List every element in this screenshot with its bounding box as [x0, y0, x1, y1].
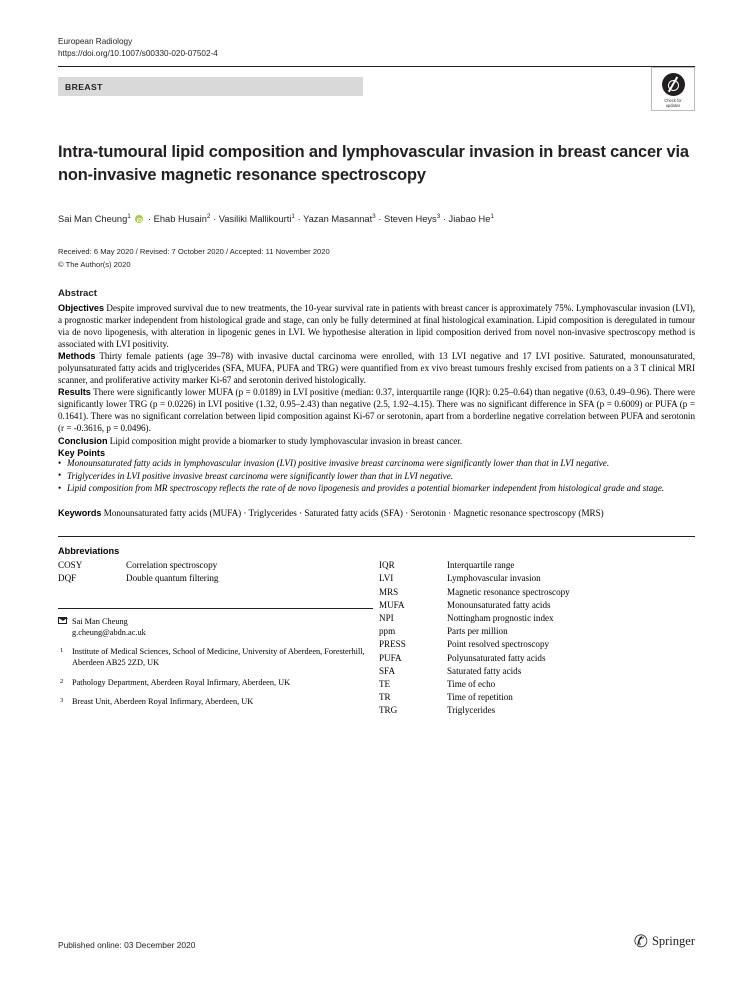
section-tag-breast: BREAST — [58, 77, 363, 96]
affiliation-text: Breast Unit, Aberdeen Royal Infirmary, Aberdeen, UK — [72, 697, 254, 707]
springer-glyph-icon: ✆ — [633, 932, 648, 951]
abstract-conclusion-text: Lipid composition might provide a biomarker to study lymphovascular invasion in breast cancer. — [107, 435, 463, 446]
page-title: Intra-tumoural lipid composition and lymphovascular invasion in breast cancer via non-invasive magnetic resonance spectroscopy — [58, 143, 689, 184]
abbreviation-value: Time of echo — [447, 678, 496, 689]
journal-name: European Radiology — [58, 37, 133, 46]
abbreviation-value: Saturated fatty acids — [447, 665, 522, 676]
abbreviation-row — [379, 625, 695, 638]
abbreviations-columns — [58, 559, 695, 717]
abbreviation-key: TRG — [379, 705, 398, 716]
copyright-line: © The Author(s) 2020 — [58, 260, 131, 270]
abbreviation-value: Parts per million — [447, 626, 508, 637]
affiliation-number: 1 — [60, 646, 64, 654]
corresponding-author — [58, 616, 373, 638]
abbreviation-key: NPI — [379, 612, 394, 623]
affiliation — [58, 678, 373, 689]
header-divider — [58, 66, 695, 67]
abstract-conclusion-label: Conclusion — [58, 435, 108, 446]
corresponding-author-email[interactable]: g.cheung@abdn.ac.uk — [72, 627, 146, 637]
affiliation-text: Pathology Department, Aberdeen Royal Infirmary, Aberdeen, UK — [72, 677, 291, 687]
abbreviation-key: TR — [379, 692, 391, 703]
abbreviation-value: Double quantum filtering — [126, 573, 219, 584]
abbreviation-key: TE — [379, 678, 391, 689]
crossmark-badge[interactable] — [651, 67, 695, 111]
abbreviation-key: PRESS — [379, 639, 406, 650]
abbreviation-row — [379, 612, 695, 625]
abbreviation-row — [379, 652, 695, 665]
abbreviation-row — [379, 638, 695, 651]
abstract-methods-text: Thirty female patients (age 39–78) with invasive ductal carcinoma were enrolled, with 13 LVI negative and 17 LVI positive. Saturated, monounsaturated, polyunsaturated fatty acids and triglycerides (SFA, MUFA, PUFA and TRG) were quantified from ex vivo breast tumours freshly excised from patients on a 3 T clinical MRI scanner, and proliferative activity marker Ki-67 and serotonin derived histologically. — [58, 351, 695, 386]
abbreviation-key: SFA — [379, 665, 396, 676]
abbreviations-right-column — [373, 559, 695, 717]
abbreviation-key: MRS — [379, 586, 399, 597]
abbreviations-left-column — [58, 559, 373, 717]
abstract-methods — [58, 351, 695, 387]
abbreviations-divider — [58, 536, 695, 537]
published-online-date: Published online: 03 December 2020 — [58, 940, 196, 950]
affiliation-number: 3 — [60, 697, 64, 705]
abbreviation-value: Monounsaturated fatty acids — [447, 599, 551, 610]
abstract-objectives-label: Objectives — [58, 303, 104, 314]
envelope-icon — [58, 617, 67, 624]
abbreviation-value: Magnetic resonance spectroscopy — [447, 586, 570, 597]
section-header-row — [58, 77, 695, 111]
keypoints-heading: Key Points — [58, 448, 105, 459]
abbreviation-value: Polyunsaturated fatty acids — [447, 652, 546, 663]
affiliation-number: 2 — [60, 677, 64, 685]
abstract-objectives — [58, 303, 695, 351]
list-item: • Triglycerides in LVI positive invasive breast carcinoma were significantly lower than that in LVI negative. — [58, 471, 695, 483]
abbreviation-row — [58, 572, 373, 585]
doi-link[interactable]: https://doi.org/10.1007/s00330-020-07502-4 — [58, 48, 218, 58]
abstract-results-text: There were significantly lower MUFA (p = 0.0189) in LVI positive (median: 0.37, interquartile range (IQR): 0.25–0.64) than negative (0.63, 0.49–0.96). There were significantly lower TRG (p = 0.0226) in LVI positive (1.32, 0.95–2.43) than negative (2.5, 1.92–4.15). There was no significant difference in SFA (p = 0.6009) or PUFA (p = 0.1641). There was no significant correlation between lipid composition against Ki-67 or serotonin, apart from a borderline negative correlation between PUFA and serotonin (r = -0.3616, p = 0.0496). — [58, 387, 695, 434]
abbreviation-value: Interquartile range — [447, 560, 515, 571]
abbreviation-row — [379, 691, 695, 704]
abbreviation-row — [379, 704, 695, 717]
abbreviation-key: DQF — [58, 573, 77, 584]
abbreviation-key: PUFA — [379, 652, 402, 663]
crossmark-line1: Check for — [664, 98, 682, 103]
abbreviation-row — [379, 586, 695, 599]
list-item: • Lipid composition from MR spectroscopy reflects the rate of de novo lipogenesis and provides a potential biomarker independent from histological grade and stage. — [58, 483, 695, 495]
abbreviation-value: Triglycerides — [447, 705, 496, 716]
keywords — [58, 508, 695, 520]
abbreviation-key: IQR — [379, 560, 395, 571]
crossmark-line2: updates — [665, 103, 681, 108]
abbreviation-row — [379, 572, 695, 585]
crossmark-icon — [662, 73, 685, 96]
affiliation — [58, 647, 373, 669]
contact-divider — [58, 608, 373, 609]
abstract-conclusion — [58, 436, 695, 448]
affiliation-text: Institute of Medical Sciences, School of Medicine, University of Aberdeen, Foresterhill, Aberdeen AB25 2ZD, UK — [72, 646, 365, 667]
keywords-text: Monounsaturated fatty acids (MUFA) · Triglycerides · Saturated fatty acids (SFA) · Serotonin · Magnetic resonance spectroscopy (MRS) — [101, 508, 604, 519]
abstract-heading: Abstract — [58, 288, 97, 300]
corresponding-author-name: Sai Man Cheung — [72, 616, 128, 626]
abbreviation-value: Point resolved spectroscopy — [447, 639, 550, 650]
abbreviation-key: COSY — [58, 560, 83, 571]
page-footer — [58, 933, 695, 950]
abbreviation-value: Time of repetition — [447, 692, 513, 703]
abstract-results — [58, 387, 695, 435]
abbreviation-key: ppm — [379, 626, 396, 637]
abbreviation-row — [379, 599, 695, 612]
keypoints-list — [58, 458, 695, 495]
abbreviation-row — [379, 678, 695, 691]
abstract-methods-label: Methods — [58, 351, 96, 362]
abstract-results-label: Results — [58, 387, 91, 398]
abstract-objectives-text: Despite improved survival due to new treatments, the 10-year survival rate in patients with breast cancer is approximately 75%. Lymphovascular invasion (LVI), a prognostic marker independent from histological grade and stage, can only be fully determined at final histological examination. Lipid composition is deregulated in tumour via de novo lipogenesis, with alteration in lipogenic genes in LVI. We hypothesise alteration in lipid composition derived from novel non-invasive spectroscopy method is associated with LVI positivity. — [58, 303, 695, 349]
abbreviation-key: LVI — [379, 573, 394, 584]
list-item: • Monounsaturated fatty acids in lymphovascular invasion (LVI) positive invasive breast carcinoma were significantly lower than that in LVI negative. — [58, 458, 695, 470]
abbreviation-value: Lymphovascular invasion — [447, 573, 541, 584]
keywords-label: Keywords — [58, 508, 102, 519]
abbreviation-row — [379, 665, 695, 678]
publisher-name: Springer — [651, 934, 695, 948]
abbreviation-value: Nottingham prognostic index — [447, 612, 554, 623]
abbreviation-row — [58, 559, 373, 572]
abbreviation-value: Correlation spectroscopy — [126, 560, 218, 571]
article-history: Received: 6 May 2020 / Revised: 7 October 2020 / Accepted: 11 November 2020 — [58, 247, 330, 257]
affiliation — [58, 697, 373, 708]
abbreviation-row — [379, 559, 695, 572]
publisher-logo — [634, 933, 695, 950]
abbreviation-key: MUFA — [379, 599, 405, 610]
abbreviations-heading: Abbreviations — [58, 546, 120, 557]
author-list: Sai Man Cheung$^1$ iD · Ehab Husain$^2$ · Vasiliki Mallikourti$^1$ · Yazan Masannat$^3$ · Steven Heys$^3$ · Jiabao He$^1$ — [58, 210, 695, 226]
